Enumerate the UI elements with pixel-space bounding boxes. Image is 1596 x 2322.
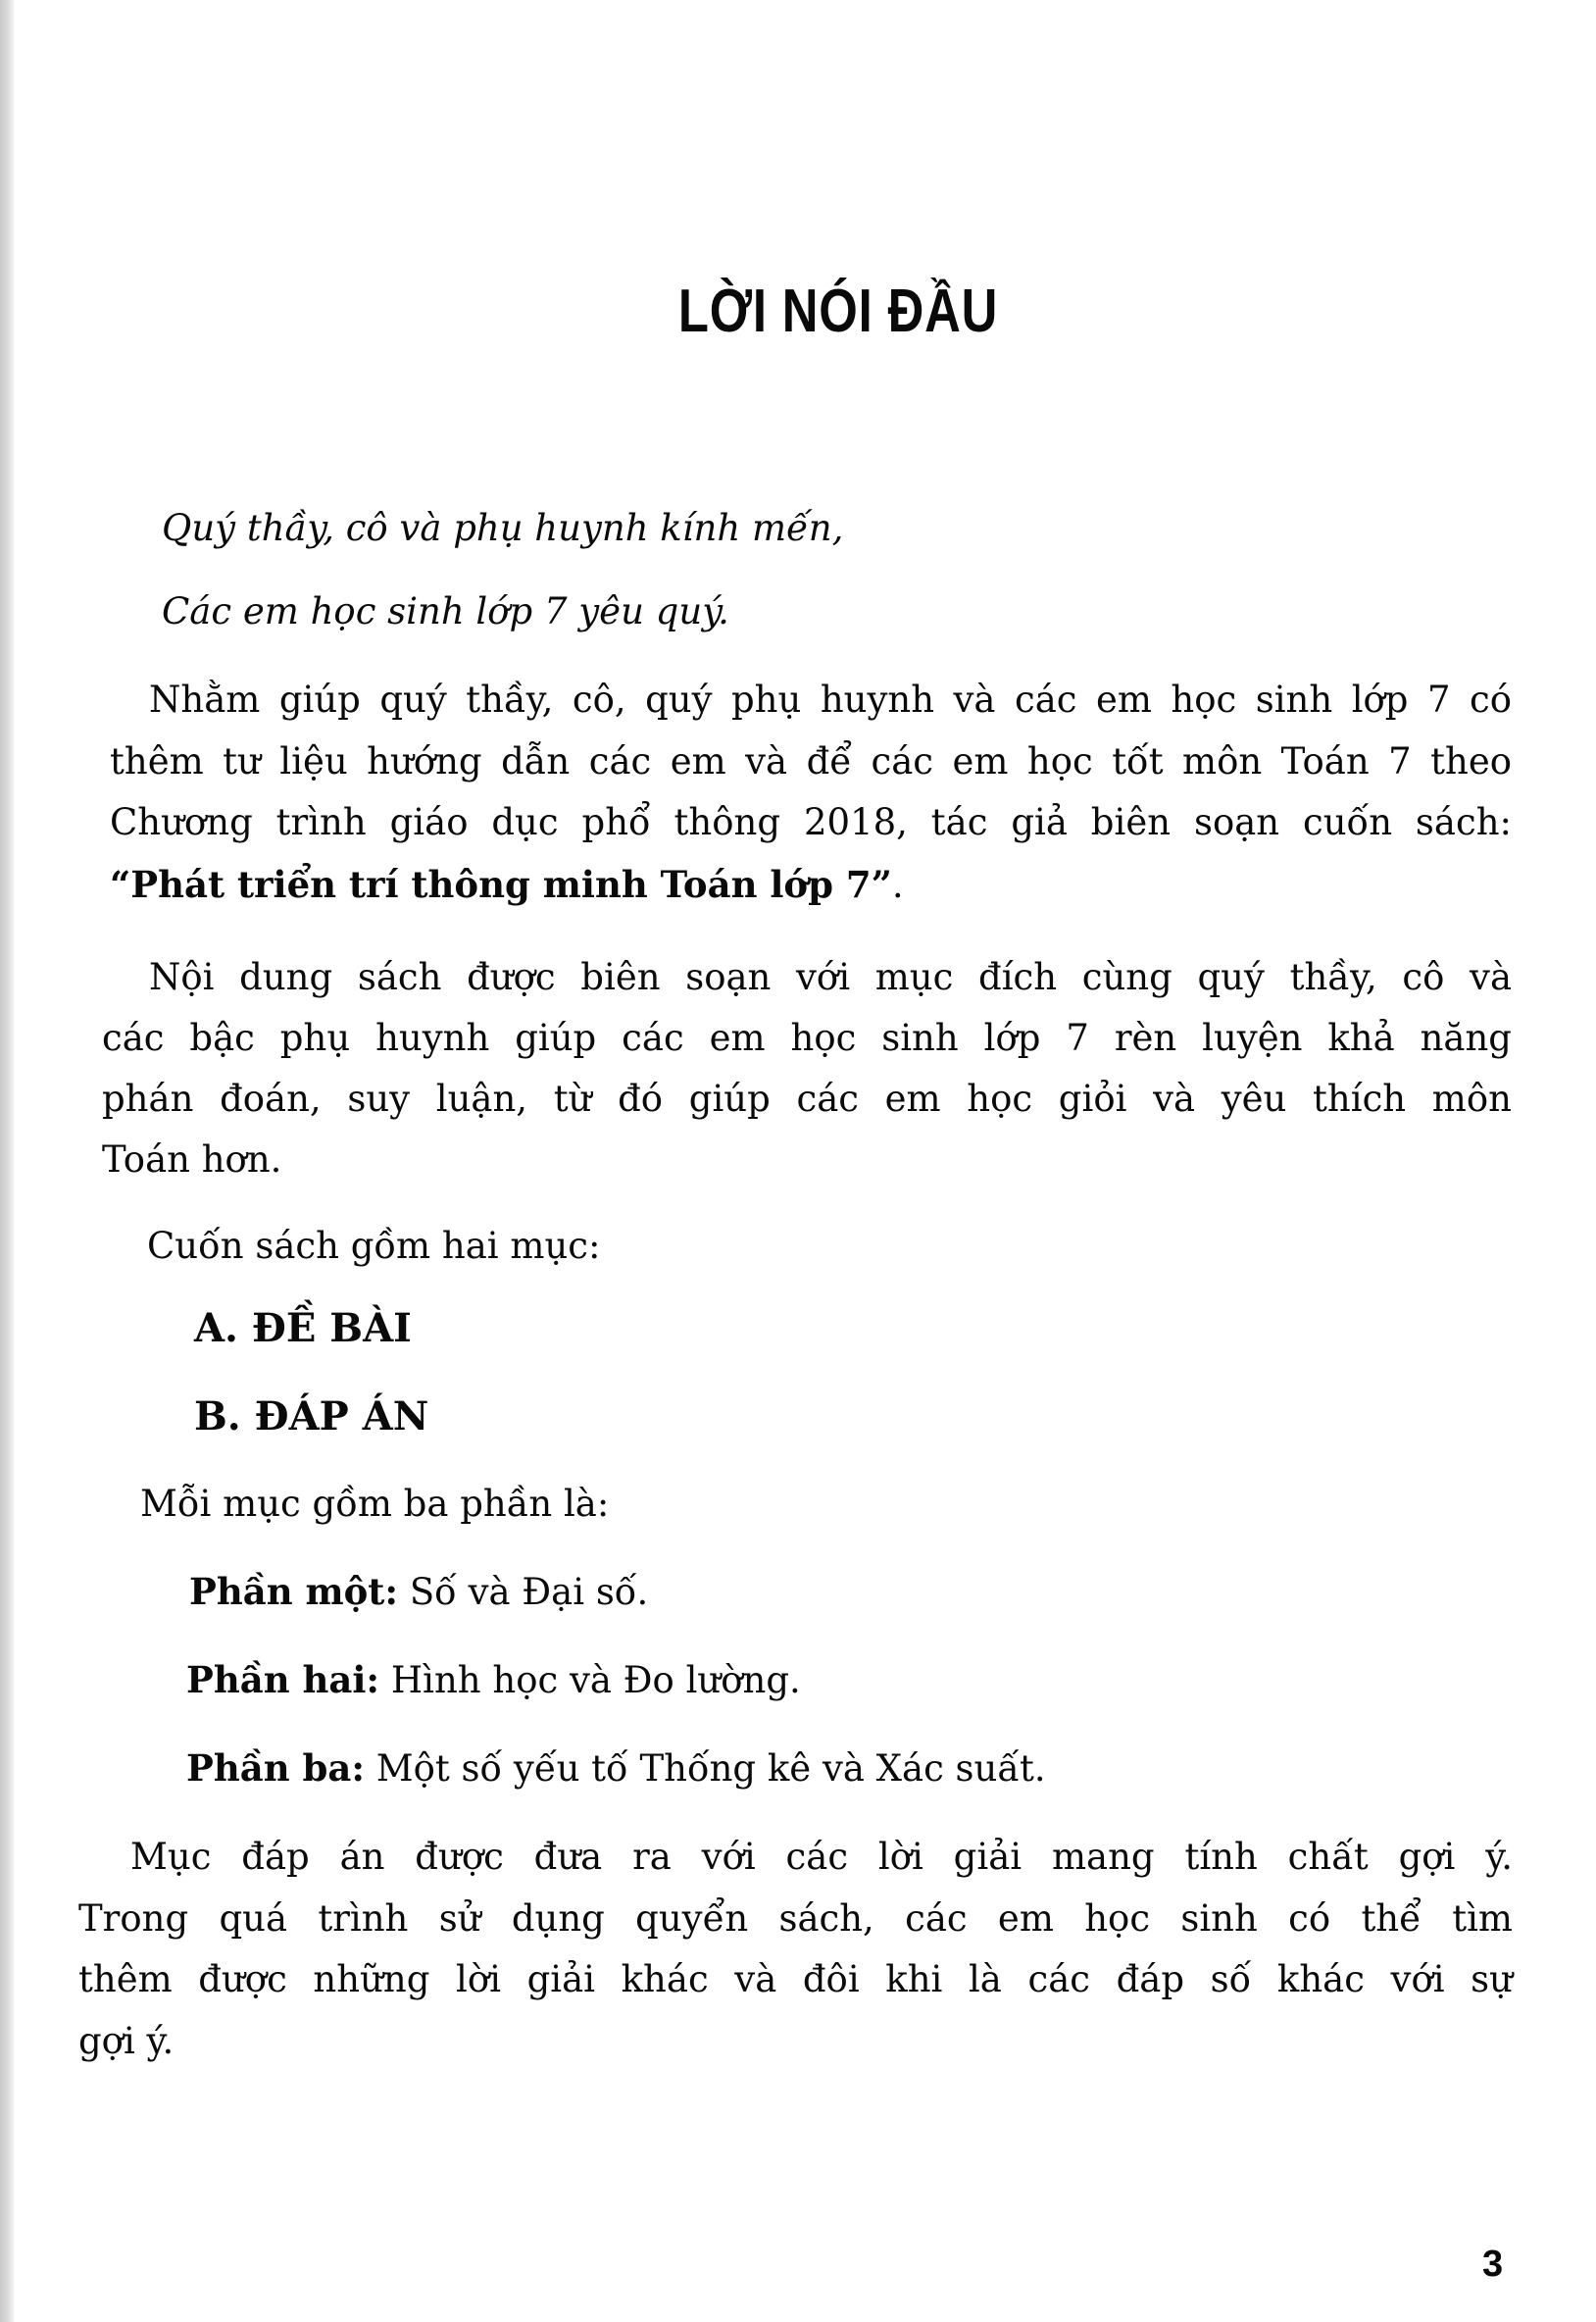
sections-intro: Cuốn sách gồm hai mục: [147, 1225, 601, 1267]
page-title: LỜI NÓI ĐẦU [677, 278, 999, 345]
paragraph-line: thêm được những lời giải khác và đôi khi là các đáp số khác với sự [78, 1958, 1513, 2000]
page-spine-shadow [0, 0, 14, 2322]
paragraph-line: Nhằm giúp quý thầy, cô, quý phụ huynh và các em học sinh lớp 7 có [149, 679, 1512, 721]
part-text: Số và Đại số. [409, 1571, 649, 1613]
part-item [189, 1570, 649, 1613]
page-number: 3 [1482, 2244, 1504, 2285]
part-label: Phần hai: [186, 1658, 380, 1701]
part-label: Phần ba: [186, 1746, 365, 1790]
paragraph-line: gợi ý. [78, 2020, 175, 2062]
greeting-line: Các em học sinh lớp 7 yêu quý. [162, 590, 729, 632]
part-text: Một số yếu tố Thống kê và Xác suất. [375, 1747, 1046, 1790]
part-item [186, 1658, 801, 1701]
book-title-line [110, 863, 904, 906]
book-title: “Phát triển trí thông minh Toán lớp 7” [110, 863, 892, 906]
paragraph-line: Nội dung sách được biên soạn với mục đích cùng quý thầy, cô và [149, 956, 1512, 998]
book-title-suffix: . [891, 864, 904, 906]
part-item [186, 1746, 1046, 1790]
paragraph-line: Trong quá trình sử dụng quyển sách, các em học sinh có thể tìm [78, 1897, 1513, 1940]
paragraph-line: phán đoán, suy luận, từ đó giúp các em học giỏi và yêu thích môn [102, 1078, 1512, 1120]
section-item: A. ĐỀ BÀI [194, 1305, 412, 1351]
greeting-line: Quý thầy, cô và phụ huynh kính mến, [162, 507, 844, 549]
paragraph-line: thêm tư liệu hướng dẫn các em và để các em học tốt môn Toán 7 theo [110, 740, 1512, 782]
paragraph-line: các bậc phụ huynh giúp các em học sinh lớp 7 rèn luyện khả năng [102, 1017, 1512, 1059]
section-item: B. ĐÁP ÁN [194, 1393, 429, 1439]
paragraph-line: Toán hơn. [102, 1138, 282, 1181]
part-label: Phần một: [189, 1570, 399, 1613]
paragraph-line: Mục đáp án được đưa ra với các lời giải mang tính chất gợi ý. [130, 1836, 1513, 1878]
parts-intro: Mỗi mục gồm ba phần là: [140, 1483, 610, 1525]
part-text: Hình học và Đo lường. [390, 1659, 801, 1701]
paragraph-line: Chương trình giáo dục phổ thông 2018, tác giả biên soạn cuốn sách: [110, 801, 1512, 843]
